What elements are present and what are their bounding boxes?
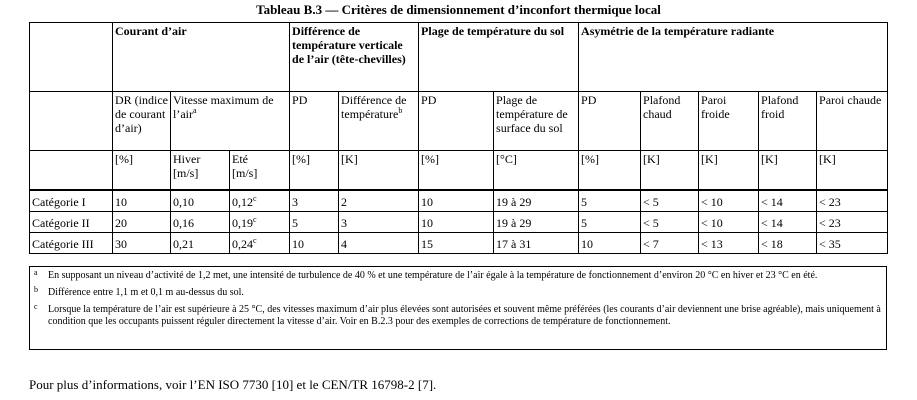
cell-ete <box>230 190 290 212</box>
col-pd-3: PD <box>579 92 641 151</box>
unit-celsius: [°C] <box>494 151 579 191</box>
col-pd-2: PD <box>419 92 494 151</box>
cell-pd-3: 10 <box>579 233 641 254</box>
header-empty-cell <box>30 23 113 92</box>
footnote-text: Différence entre 1,1 m et 0,1 m au-dessus du sol. <box>48 287 244 298</box>
cell-hiver: 0,16 <box>171 212 230 233</box>
cell-paroi-chaude: < 35 <box>817 233 888 254</box>
footnote-item <box>34 287 882 299</box>
row-category: Catégorie I <box>30 190 113 212</box>
unit-hiver <box>171 151 230 191</box>
cell-ete-value: 0,12 <box>232 194 253 209</box>
cell-ete-value: 0,24 <box>232 236 253 251</box>
cell-pd-2: 10 <box>419 190 494 212</box>
footnote-item <box>34 304 882 328</box>
unit-k-4: [K] <box>759 151 817 191</box>
unit-ete-label: Eté <box>232 152 248 166</box>
unit-k-3: [K] <box>699 151 759 191</box>
cell-plafond-chaud: < 5 <box>641 212 699 233</box>
footnote-text: En supposant un niveau d’activité de 1,2 met, une intensité de turbulence de 40 % et une température de l’air égale à la température de fonctionnement d’environ 20 °C en hiver et 23 °C en été. <box>48 270 818 281</box>
row-category: Catégorie II <box>30 212 113 233</box>
table-row <box>30 190 888 212</box>
cell-paroi-froide: < 10 <box>699 190 759 212</box>
cell-plage: 19 à 29 <box>494 212 579 233</box>
cell-ete <box>230 233 290 254</box>
unit-hiver-label: Hiver <box>173 152 201 166</box>
footnotes-box <box>29 266 887 350</box>
cell-hiver: 0,21 <box>171 233 230 254</box>
cell-dr: 20 <box>113 212 171 233</box>
criteria-table <box>29 22 888 254</box>
unit-k-5: [K] <box>817 151 888 191</box>
unit-hiver-unit: [m/s] <box>173 166 199 180</box>
footnote-text: Lorsque la température de l’air est supérieure à 25 °C, des vitesses maximum d’air plus élevées sont autorisées et souvent même préférées (les courants d’air deviennent une brise agréable), mais uniquement à condition que les occupants puissent réguler directement la vitesse d’air. Voir en B.2.3 pour des exemples de corrections de température de fonctionnement. <box>48 304 881 327</box>
col-paroi-froide: Paroi froide <box>699 92 759 151</box>
cell-hiver: 0,10 <box>171 190 230 212</box>
header-difference-temperature: Différence de température verticale de l’air (tête-chevilles) <box>290 23 419 92</box>
header-empty-cell <box>30 151 113 191</box>
header-plage-temperature-sol: Plage de température du sol <box>419 23 579 92</box>
footnote-mark: c <box>34 302 38 311</box>
cell-pd-2: 10 <box>419 212 494 233</box>
cell-plafond-chaud: < 5 <box>641 190 699 212</box>
cell-plafond-froid: < 14 <box>759 190 817 212</box>
col-plage-surface: Plage de température de surface du sol <box>494 92 579 151</box>
cell-paroi-chaude: < 23 <box>817 212 888 233</box>
table-row <box>30 233 888 254</box>
header-row-columns <box>30 92 888 151</box>
cell-pd-3: 5 <box>579 190 641 212</box>
table-title: Tableau B.3 — Critères de dimensionnement d’inconfort thermique local <box>256 2 661 17</box>
cell-difference: 4 <box>339 233 419 254</box>
cell-pd-1: 10 <box>290 233 339 254</box>
cell-paroi-chaude: < 23 <box>817 190 888 212</box>
unit-dr: [%] <box>113 151 171 191</box>
unit-ete <box>230 151 290 191</box>
cell-plafond-froid: < 18 <box>759 233 817 254</box>
cell-difference: 3 <box>339 212 419 233</box>
col-pd-1: PD <box>290 92 339 151</box>
footnote-ref-c: c <box>253 214 257 224</box>
cell-dr: 30 <box>113 233 171 254</box>
cell-dr: 10 <box>113 190 171 212</box>
footnote-mark: a <box>34 268 38 277</box>
col-plafond-chaud: Plafond chaud <box>641 92 699 151</box>
table-row <box>30 212 888 233</box>
unit-k-2: [K] <box>641 151 699 191</box>
col-dr: DR (indice de courant d’air) <box>113 92 171 151</box>
cell-pd-3: 5 <box>579 212 641 233</box>
cell-ete <box>230 212 290 233</box>
col-plafond-froid: Plafond froid <box>759 92 817 151</box>
footnote-ref-b: b <box>398 106 403 115</box>
header-row-groups <box>30 23 888 92</box>
footnote-mark: b <box>34 285 38 294</box>
cell-paroi-froide: < 13 <box>699 233 759 254</box>
cell-pd-1: 5 <box>290 212 339 233</box>
footnote-item <box>34 270 882 282</box>
cell-plage: 19 à 29 <box>494 190 579 212</box>
col-vitesse-label: Vitesse maximum de l’air <box>173 93 274 121</box>
header-row-units <box>30 151 888 191</box>
col-difference-label: Différence de température <box>341 93 407 121</box>
unit-pd-3: [%] <box>579 151 641 191</box>
more-info-text: Pour plus d’informations, voir l’EN ISO 7730 [10] et le CEN/TR 16798-2 [7]. <box>29 377 437 392</box>
cell-paroi-froide: < 10 <box>699 212 759 233</box>
footnote-ref-c: c <box>253 235 257 245</box>
col-vitesse <box>171 92 290 151</box>
cell-pd-2: 15 <box>419 233 494 254</box>
header-empty-cell <box>30 92 113 151</box>
unit-pd-1: [%] <box>290 151 339 191</box>
cell-ete-value: 0,19 <box>232 215 253 230</box>
col-paroi-chaude: Paroi chaude <box>817 92 888 151</box>
cell-plafond-chaud: < 7 <box>641 233 699 254</box>
cell-difference: 2 <box>339 190 419 212</box>
cell-pd-1: 3 <box>290 190 339 212</box>
header-asymetrie-temperature: Asymétrie de la température radiante <box>579 23 888 92</box>
unit-ete-unit: [m/s] <box>232 166 258 180</box>
col-difference-temperature <box>339 92 419 151</box>
unit-pd-2: [%] <box>419 151 494 191</box>
cell-plage: 17 à 31 <box>494 233 579 254</box>
cell-plafond-froid: < 14 <box>759 212 817 233</box>
footnote-ref-c: c <box>253 193 257 203</box>
footnote-ref-a: a <box>193 106 197 115</box>
row-category: Catégorie III <box>30 233 113 254</box>
header-courant-air: Courant d’air <box>113 23 290 92</box>
unit-k-1: [K] <box>339 151 419 191</box>
